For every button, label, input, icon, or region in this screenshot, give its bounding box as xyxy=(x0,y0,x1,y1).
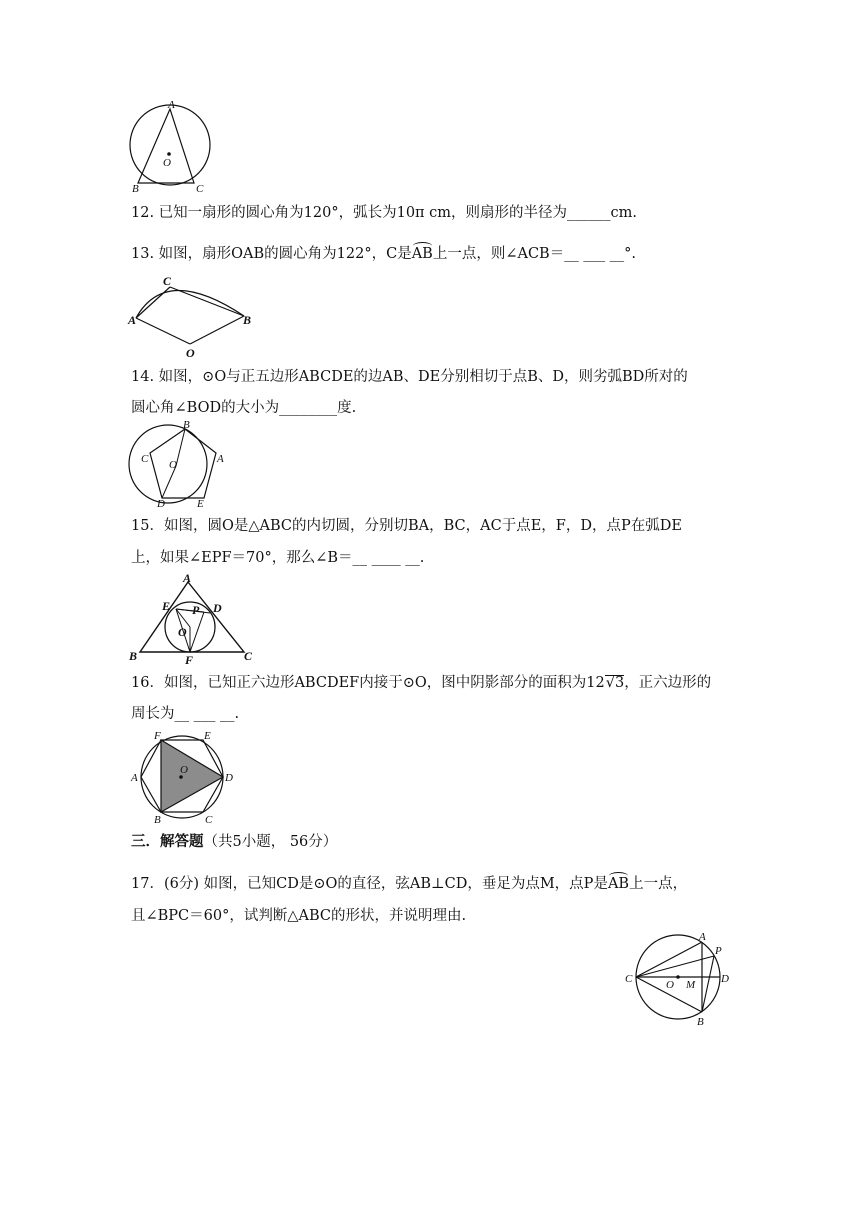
q17-arc-ab: AB xyxy=(607,876,630,892)
q16-line1 xyxy=(131,673,711,693)
q13-label-a: A xyxy=(128,313,137,327)
q12-label-o: O xyxy=(163,157,171,169)
q14-label-c: C xyxy=(141,453,149,465)
q13-text-after: 上一点，则∠ACB＝__ ___ __°. xyxy=(432,246,637,262)
section3-header xyxy=(131,832,337,852)
q12-label-c: C xyxy=(196,183,204,195)
q13-label-b: B xyxy=(243,313,252,327)
q16-text-before: 16．如图，已知正六边形ABCDEF内接于⊙O，图中阴影部分的面积为12 xyxy=(131,675,605,691)
q15-line2: 上，如果∠EPF＝70°，那么∠B＝__ ____ __. xyxy=(131,550,425,566)
q17-label-d: D xyxy=(721,973,729,985)
q15-figure xyxy=(124,572,262,666)
q16-label-f: F xyxy=(154,730,161,742)
q15-label-o: O xyxy=(178,625,187,639)
q17-figure xyxy=(622,926,738,1030)
section3-note: （共5小题， 56分） xyxy=(203,834,338,850)
q17-label-a: A xyxy=(699,931,706,943)
q17-label-o: O xyxy=(666,979,674,991)
q15-label-d: D xyxy=(213,601,222,615)
q16-label-e: E xyxy=(204,730,211,742)
q15-label-b: B xyxy=(129,649,138,663)
q15-label-p: P xyxy=(192,603,200,617)
q16-text-after: ，正六边形的 xyxy=(624,675,712,691)
q17-line1 xyxy=(131,874,687,894)
q16-label-a: A xyxy=(131,772,138,784)
q15-label-c: C xyxy=(244,649,253,663)
q16-label-b: B xyxy=(154,814,161,826)
q16-sqrt: √3 xyxy=(605,675,625,691)
q12-label-a: A xyxy=(168,99,175,111)
q16-line2: 周长为__ ___ __. xyxy=(131,706,240,722)
q17-line2: 且∠BPC＝60°，试判断△ABC的形状，并说明理由. xyxy=(131,908,467,924)
q16-sqrt-value: 3 xyxy=(614,675,625,691)
q17-text-after: 上一点， xyxy=(629,876,688,892)
q14-line2: 圆心角∠BOD的大小为________度. xyxy=(131,400,357,416)
q17-label-p: P xyxy=(715,945,722,957)
q14-line1: 14. 如图，⊙O与正五边形ABCDE的边AB、DE分别相切于点B、D，则劣弧BD所对的 xyxy=(131,369,688,385)
q15-label-f: F xyxy=(185,653,194,667)
q16-label-c: C xyxy=(205,814,213,826)
q13-arc-ab: AB xyxy=(411,246,433,262)
q12-figure xyxy=(124,100,220,198)
q15-label-e: E xyxy=(162,599,171,613)
q14-label-e: E xyxy=(197,498,204,510)
q14-label-o: O xyxy=(169,459,177,471)
q14-label-d: D xyxy=(157,498,165,510)
q13-label-o: O xyxy=(186,346,195,360)
q15-label-a: A xyxy=(183,571,192,585)
q13-figure xyxy=(126,272,262,360)
q13-text-before: 13. 如图，扇形OAB的圆心角为122°，C是 xyxy=(131,246,412,262)
q17-text-before: 17．(6分) 如图，已知CD是⊙O的直径，弦AB⊥CD，垂足为点M，点P是 xyxy=(131,876,608,892)
q12-text: 12. 已知一扇形的圆心角为120°，弧长为10π cm，则扇形的半径为______cm. xyxy=(131,205,638,221)
q17-label-c: C xyxy=(625,973,633,985)
q13-label-c: C xyxy=(163,274,172,288)
q12-label-b: B xyxy=(132,183,139,195)
q16-label-d: D xyxy=(225,772,233,784)
q17-label-b: B xyxy=(697,1016,704,1028)
section3-heading: 三．解答题 xyxy=(131,833,204,850)
q16-figure xyxy=(124,728,240,826)
q16-label-o: O xyxy=(180,764,188,776)
q15-line1: 15．如图，圆O是△ABC的内切圆，分别切BA，BC，AC于点E，F，D，点P在弧DE xyxy=(131,518,682,534)
q14-label-b: B xyxy=(183,419,190,431)
q14-label-a: A xyxy=(217,453,224,465)
q17-label-m: M xyxy=(686,979,696,991)
q13-text xyxy=(131,244,636,264)
q14-figure xyxy=(124,419,234,510)
